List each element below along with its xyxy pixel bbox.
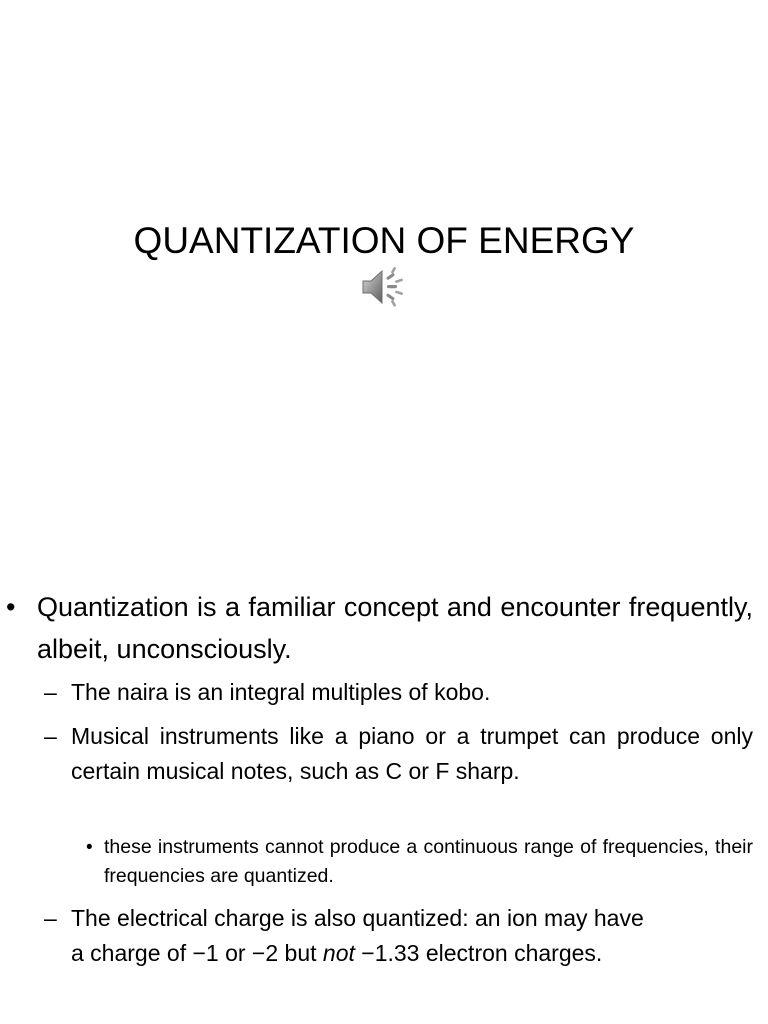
bullet-marker: • xyxy=(6,592,16,622)
charge-line-2b: −1.33 electron charges. xyxy=(354,940,603,966)
charge-line-1: The electrical charge is also quantized: an ion may have xyxy=(71,905,644,931)
bullet-marker: • xyxy=(86,837,93,858)
dash-marker: – xyxy=(44,723,57,749)
charge-line-2a: a charge of −1 or −2 but xyxy=(71,940,323,966)
sub-sub-bullet-instruments: these instruments cannot produce a continuous range of frequencies, their frequencies are quantized. xyxy=(104,836,753,887)
dash-marker: – xyxy=(44,679,57,705)
charge-emphasis-not: not xyxy=(322,940,355,966)
speaker-audio-icon[interactable] xyxy=(360,266,406,308)
sub-bullet-electrical-charge xyxy=(71,901,753,971)
slide-title: QUANTIZATION OF ENERGY xyxy=(133,220,635,261)
sub-bullet-musical-instruments: Musical instruments like a piano or a trumpet can produce only certain musical notes, such as C or F sharp. xyxy=(71,723,753,784)
sub-bullet-naira: The naira is an integral multiples of kobo. xyxy=(71,679,491,705)
main-bullet-text: Quantization is a familiar concept and encounter frequently, albeit, unconsciously. xyxy=(37,592,753,664)
dash-marker: – xyxy=(44,905,57,931)
